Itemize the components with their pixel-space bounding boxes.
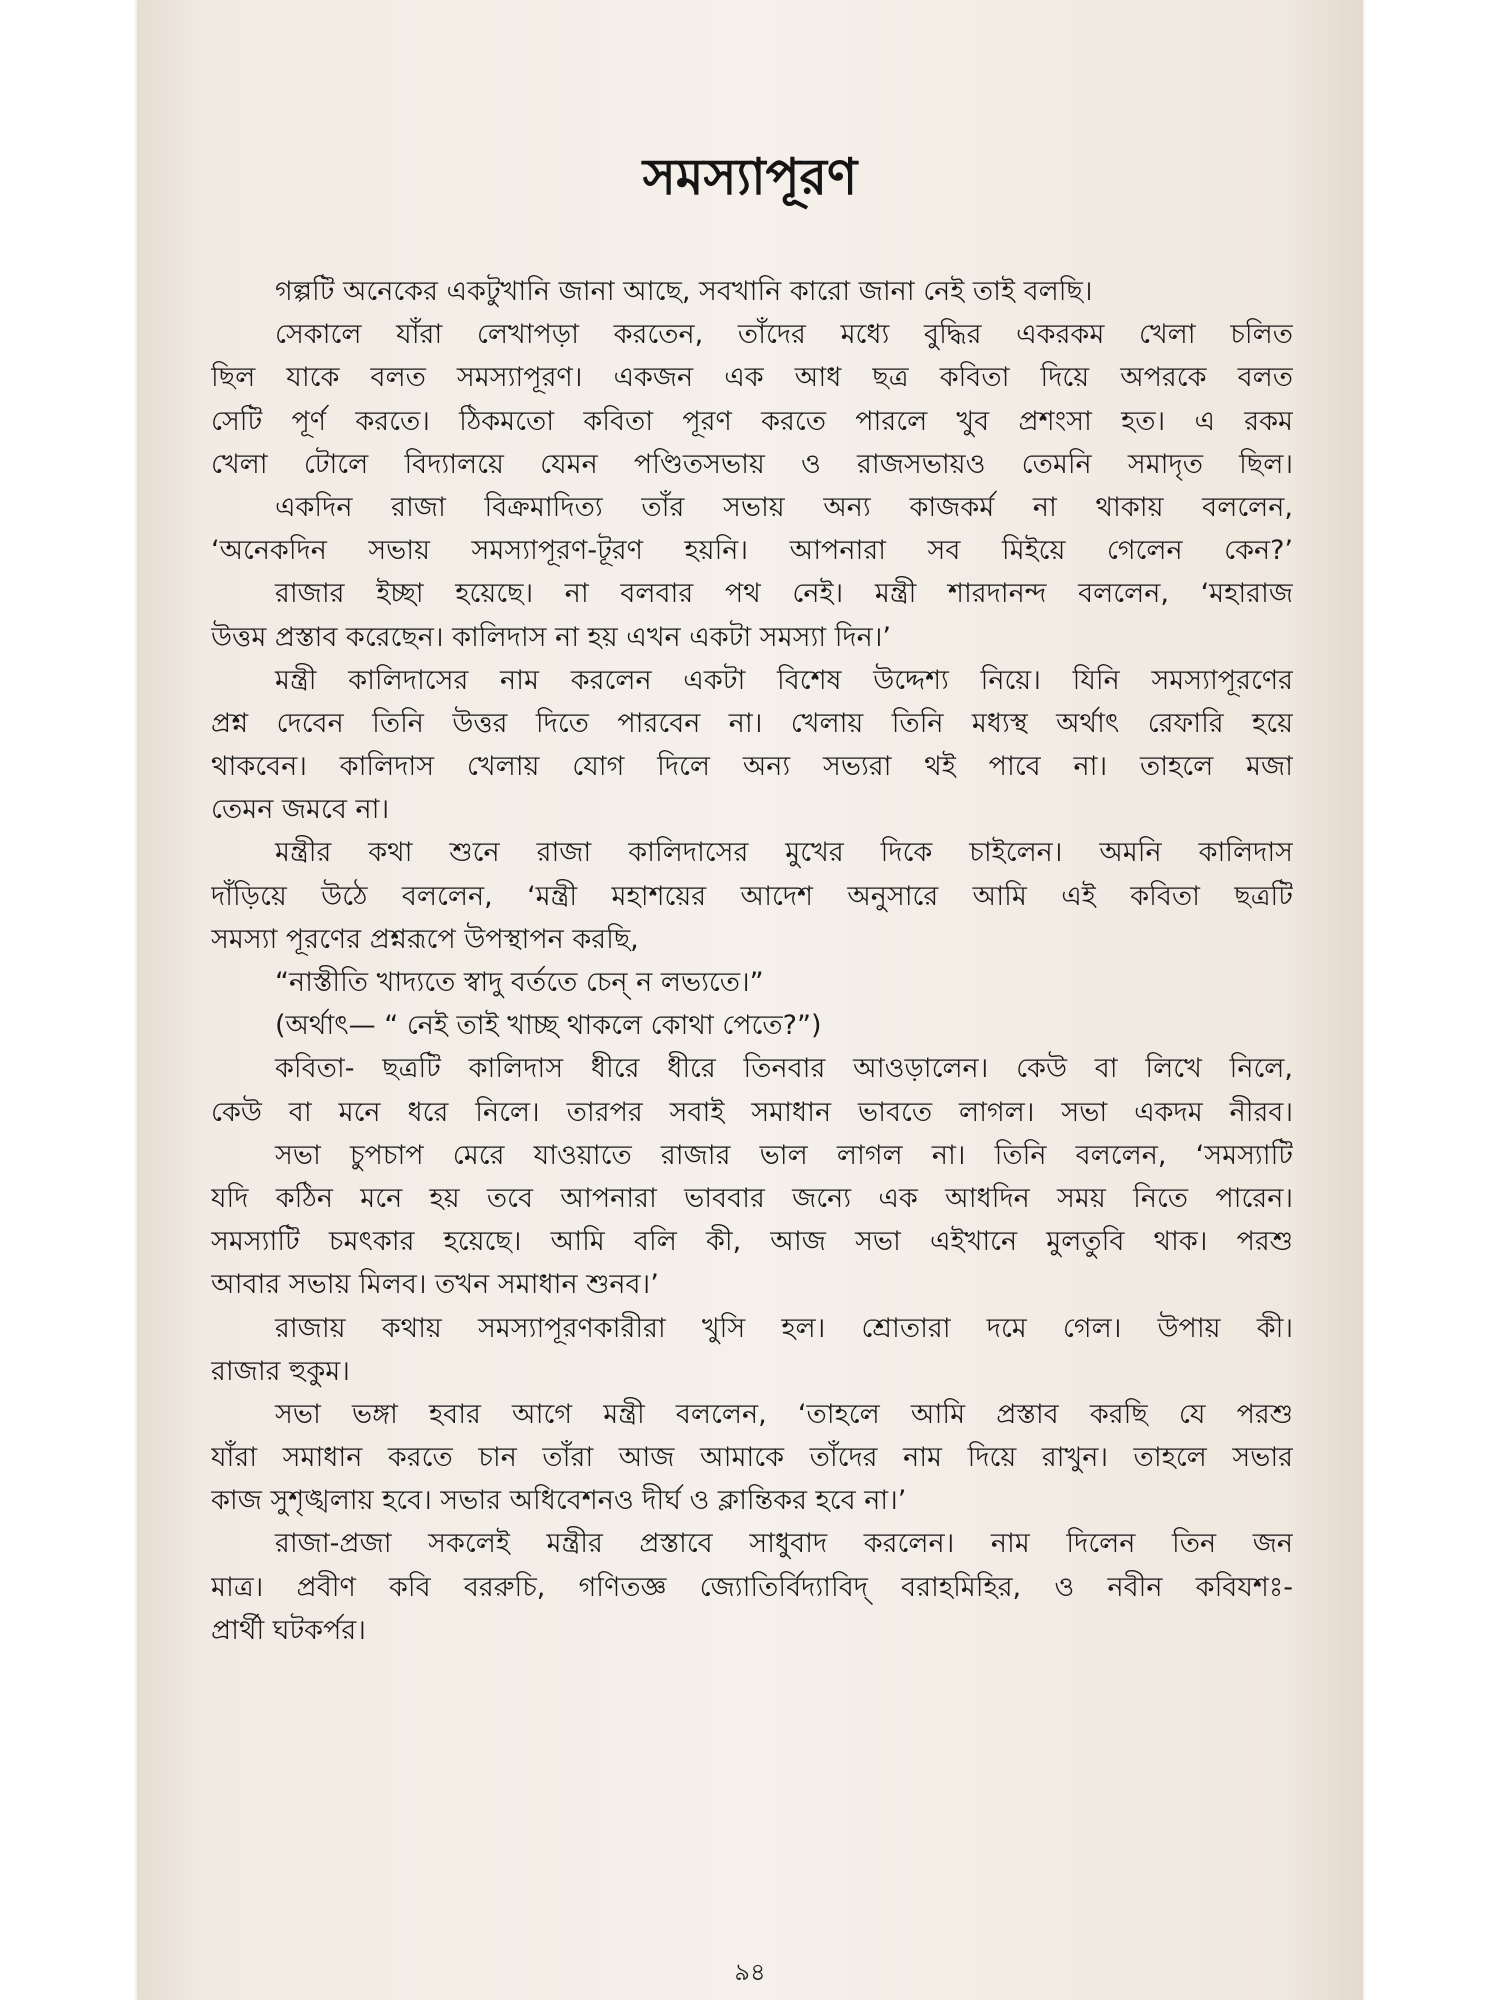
text-line: রাজার হুকুম। (211, 1355, 350, 1387)
text-line: রাজা-প্রজা সকলেই মন্ত্রীর প্রস্তাবে সাধুবাদ করলেন। নাম দিলেন তিন জন (275, 1528, 1293, 1560)
text-line: সভা ভঙ্গা হবার আগে মন্ত্রী বললেন, ‘তাহলে আমি প্রস্তাব করছি যে পরশু (275, 1398, 1293, 1430)
text-line: রাজায় কথায় সমস্যাপূরণকারীরা খুসি হল। শ্রোতারা দমে গেল। উপায় কী। (275, 1312, 1293, 1344)
text-line: একদিন রাজা বিক্রমাদিত্য তাঁর সভায় অন্য কাজকর্ম না থাকায় বললেন, (275, 491, 1293, 523)
text-line: থাকবেন। কালিদাস খেলায় যোগ দিলে অন্য সভ্যরা থই পাবে না। তাহলে মজা (211, 751, 1293, 783)
text-line: মাত্র। প্রবীণ কবি বররুচি, গণিতজ্ঞ জ্যোতির্বিদ্যাবিদ্ বরাহমিহির, ও নবীন কবিযশঃ- (211, 1571, 1293, 1603)
story-text (211, 270, 1293, 1652)
text-line: সেকালে যাঁরা লেখাপড়া করতেন, তাঁদের মধ্যে বুদ্ধির একরকম খেলা চলিত (275, 319, 1293, 351)
text-line: যদি কঠিন মনে হয় তবে আপনারা ভাববার জন্যে এক আধদিন সময় নিতে পারেন। (211, 1182, 1293, 1214)
text-line: যাঁরা সমাধান করতে চান তাঁরা আজ আমাকে তাঁদের নাম দিয়ে রাখুন। তাহলে সভার (211, 1442, 1293, 1474)
verse-line: “নাস্তীতি খাদ্যতে স্বাদু বর্ততে চেন্ ন লভ্যতে।” (275, 967, 764, 998)
text-line: সমস্যাটি চমৎকার হয়েছে। আমি বলি কী, আজ সভা এইখানে মুলতুবি থাক। পরশু (211, 1226, 1293, 1258)
text-line: ছিল যাকে বলত সমস্যাপূরণ। একজন এক আধ ছত্র কবিতা দিয়ে অপরকে বলত (211, 362, 1293, 394)
verse-translation: (অর্থাৎ— “ নেই তাই খাচ্ছ থাকলে কোথা পেতে?”) (275, 1010, 822, 1042)
text-line: মন্ত্রীর কথা শুনে রাজা কালিদাসের মুখের দিকে চাইলেন। অমনি কালিদাস (275, 837, 1293, 869)
text-line: আবার সভায় মিলব। তখন সমাধান শুনব।’ (211, 1269, 659, 1301)
text-line: তেমন জমবে না। (211, 794, 390, 826)
text-line: কবিতা- ছত্রটি কালিদাস ধীরে ধীরে তিনবার আওড়ালেন। কেউ বা লিখে নিলে, (275, 1053, 1293, 1085)
text-line: রাজার ইচ্ছা হয়েছে। না বলবার পথ নেই। মন্ত্রী শারদানন্দ বললেন, ‘মহারাজ (275, 578, 1293, 610)
text-line: কেউ বা মনে ধরে নিলে। তারপর সবাই সমাধান ভাবতে লাগল। সভা একদম নীরব। (211, 1096, 1293, 1128)
text-line: গল্পটি অনেকের একটুখানি জানা আছে, সবখানি কারো জানা নেই তাই বলছি। (275, 276, 1093, 307)
text-line: সেটি পূর্ণ করতে। ঠিকমতো কবিতা পূরণ করতে পারলে খুব প্রশংসা হত। এ রকম (211, 405, 1293, 437)
book-page (137, 0, 1363, 2000)
text-line: উত্তম প্রস্তাব করেছেন। কালিদাস না হয় এখন একটা সমস্যা দিন।’ (211, 621, 891, 653)
text-line: প্রশ্ন দেবেন তিনি উত্তর দিতে পারবেন না। খেলায় তিনি মধ্যস্থ অর্থাৎ রেফারি হয়ে (211, 707, 1293, 739)
text-line: মন্ত্রী কালিদাসের নাম করলেন একটা বিশেষ উদ্দেশ্য নিয়ে। যিনি সমস্যাপূরণের (275, 664, 1293, 696)
text-line: ‘অনেকদিন সভায় সমস্যাপূরণ-টূরণ হয়নি। আপনারা সব মিইয়ে গেলেন কেন?’ (211, 535, 1293, 567)
text-line: প্রার্থী ঘটকর্পর। (211, 1614, 366, 1646)
text-line: সভা চুপচাপ মেরে যাওয়াতে রাজার ভাল লাগল না। তিনি বললেন, ‘সমস্যাটি (275, 1139, 1293, 1171)
text-line: দাঁড়িয়ে উঠে বললেন, ‘মন্ত্রী মহাশয়ের আদেশ অনুসারে আমি এই কবিতা ছত্রটি (211, 880, 1293, 912)
text-line: সমস্যা পূরণের প্রশ্নরূপে উপস্থাপন করছি, (211, 923, 639, 955)
page-number: ৯৪ (734, 1958, 766, 1986)
text-line: কাজ সুশৃঙ্খলায় হবে। সভার অধিবেশনও দীর্ঘ ও ক্লান্তিকর হবে না।’ (211, 1485, 907, 1517)
text-line: খেলা টোলে বিদ্যালয়ে যেমন পণ্ডিতসভায় ও রাজসভায়ও তেমনি সমাদৃত ছিল। (211, 448, 1293, 480)
page-title: সমস্যাপূরণ (642, 148, 858, 206)
